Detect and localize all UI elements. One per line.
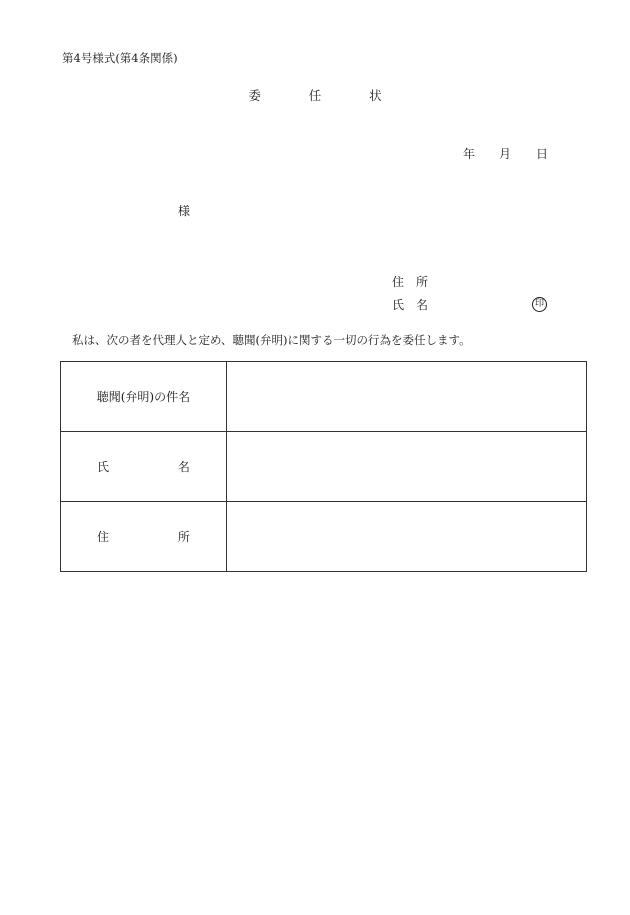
- table-row-subject: [61, 362, 587, 432]
- principal-address-label: [392, 276, 428, 288]
- subject-label: 聴聞(弁明)の件名: [96, 390, 191, 404]
- title-char-1: 委: [248, 88, 261, 103]
- date-day-label: 日: [536, 147, 549, 161]
- name-label-char-1: 氏: [392, 298, 405, 312]
- agent-address-label-char-1: 住: [97, 530, 110, 544]
- date-month-label: 月: [499, 147, 512, 161]
- document-title: [0, 90, 630, 103]
- agent-name-label-char-1: 氏: [97, 460, 110, 474]
- delegation-statement: 私は、次の者を代理人と定め、聴聞(弁明)に関する一切の行為を委任します。: [72, 333, 471, 347]
- agent-details-table: [60, 361, 587, 572]
- agent-name-value-cell[interactable]: [226, 432, 586, 502]
- agent-name-label-char-2: 名: [177, 460, 190, 474]
- date-line: [463, 148, 548, 160]
- agent-address-label: [61, 528, 226, 545]
- date-year-label: 年: [463, 147, 476, 161]
- table-row-name: [61, 432, 587, 502]
- title-char-3: 状: [369, 88, 382, 103]
- address-label-char-2: 所: [416, 275, 429, 289]
- agent-address-label-cell: [61, 502, 227, 572]
- form-number: 第4号様式(第4条関係): [62, 51, 178, 65]
- agent-name-label: [61, 458, 226, 475]
- subject-value-cell[interactable]: [226, 362, 586, 432]
- name-label-char-2: 名: [416, 298, 429, 312]
- agent-address-label-char-2: 所: [177, 530, 190, 544]
- table-row-address: [61, 502, 587, 572]
- address-label-char-1: 住: [392, 275, 405, 289]
- recipient-honorific: 様: [178, 204, 191, 218]
- subject-label-cell: [61, 362, 227, 432]
- title-char-2: 任: [308, 88, 322, 103]
- agent-name-label-cell: [61, 432, 227, 502]
- principal-name-label: [392, 299, 428, 311]
- seal-mark: 印: [532, 297, 547, 312]
- agent-address-value-cell[interactable]: [226, 502, 586, 572]
